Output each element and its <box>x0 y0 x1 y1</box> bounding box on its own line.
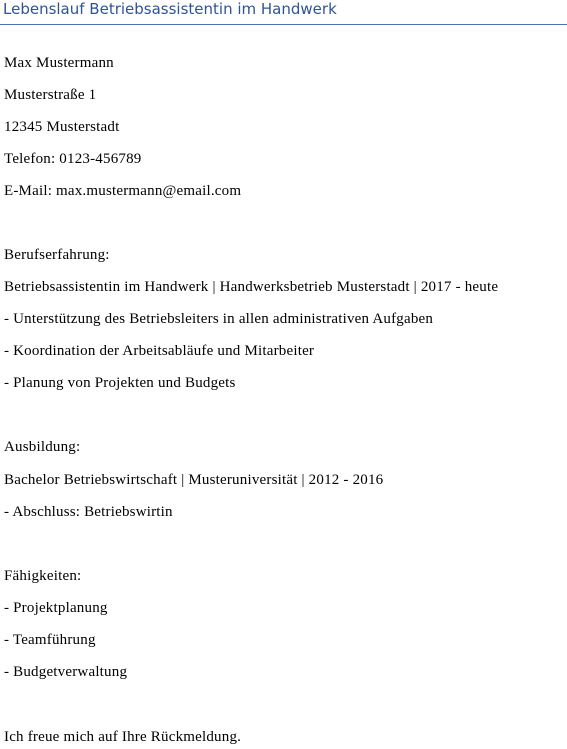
closing-line: Ich freue mich auf Ihre Rückmeldung. <box>4 729 242 745</box>
skills-heading: Fähigkeiten: <box>4 568 82 584</box>
skills-bullet: - Projektplanung <box>4 600 108 616</box>
experience-bullet: - Planung von Projekten und Budgets <box>4 375 236 391</box>
skills-bullet: - Budgetverwaltung <box>4 664 128 680</box>
document-title: Lebenslauf Betriebsassistentin im Handwerk <box>3 0 337 18</box>
contact-street: Musterstraße 1 <box>4 87 97 103</box>
contact-city: 12345 Musterstadt <box>4 119 120 135</box>
education-heading: Ausbildung: <box>4 439 81 455</box>
experience-bullet: - Unterstützung des Betriebsleiters in allen administrativen Aufgaben <box>4 311 434 327</box>
contact-phone: Telefon: 0123-456789 <box>4 151 142 167</box>
experience-position: Betriebsassistentin im Handwerk | Handwerksbetrieb Musterstadt | 2017 - heute <box>4 279 499 295</box>
education-bullet: - Abschluss: Betriebswirtin <box>4 504 173 520</box>
skills-bullet: - Teamführung <box>4 632 96 648</box>
contact-email: E-Mail: max.mustermann@email.com <box>4 183 242 199</box>
education-degree: Bachelor Betriebswirtschaft | Musteruniversität | 2012 - 2016 <box>4 472 384 488</box>
experience-bullet: - Koordination der Arbeitsabläufe und Mitarbeiter <box>4 343 315 359</box>
contact-name: Max Mustermann <box>4 55 114 71</box>
experience-heading: Berufserfahrung: <box>4 247 110 263</box>
title-divider <box>0 24 567 25</box>
